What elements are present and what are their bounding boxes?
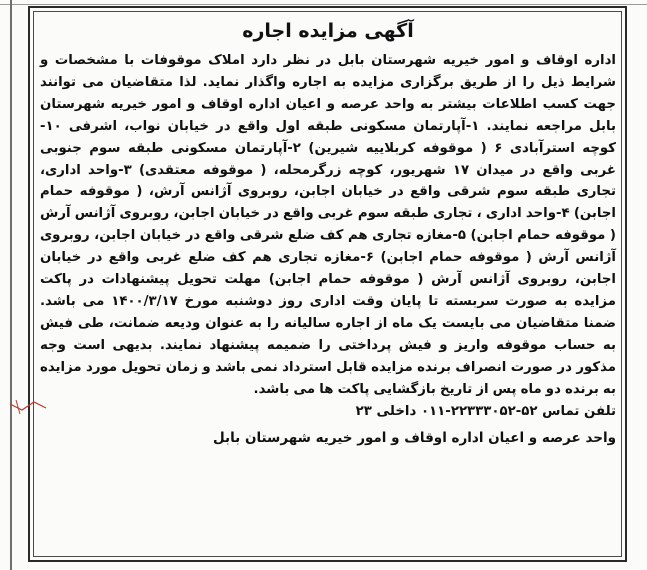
contact-phone: تلفن تماس ۵۲-۲۲۳۳۳۰۵۲-۰۱۱ داخلی ۲۳ bbox=[355, 403, 616, 419]
notice-signature: واحد عرصه و اعیان اداره اوقاف و امور خیریه شهرستان بابل bbox=[212, 430, 616, 447]
page-edge-top bbox=[0, 4, 647, 5]
notice-title: آگهی مزایده اجاره bbox=[242, 20, 414, 42]
notice-content bbox=[40, 16, 616, 556]
pen-mark-icon bbox=[8, 396, 48, 418]
notice-body: اداره اوقاف و امور خیریه شهرستان بابل در نظر دارد املاک موقوفات با مشخصات و شرایط ذیل را از طریق برگزاری مزایده به اجاره واگذار نماید. لذا متقاضیان می توانند جهت کسب اطلاعات بیشتر به واحد عرصه و اعیان اداره اوقاف و امور خیریه شهرستان بابل مراجعه نمایند. ۱-آپارتمان مسکونی طبقه اول واقع در خیابان نواب، اشرفی ۱۰- کوچه استرآبادی ۶ ( موقوفه کربلاییه شیرین) ۲-آپارتمان مسکونی طبقه سوم جنوبی غربی واقع در میدان ۱۷ شهریور، کوچه زرگرمحله، ( موقوفه معتقدی) ۳-واحد اداری، تجاری طبقه سوم شرقی واقع در خیابان اجابن، روبروی آژانس آرش، ( موقوفه حمام اجابن) ۴-واحد اداری ، تجاری طبقه سوم غربی واقع در خیابان اجابن، روبروی آژانس آرش ( موقوفه حمام اجابن) ۵-مغازه تجاری هم کف ضلع شرقی واقع در خیابان اجابن، روبروی آژانس آرش ( موقوفه حمام اجابن) ۶-مغازه تجاری هم کف ضلع غربی واقع در خیابان اجابن، روبروی آژانس آرش ( موقوفه حمام اجابن) مهلت تحویل پیشنهادات در پاکت مزایده به صورت سربسته تا پایان وقت اداری روز دوشنبه مورخ ۱۴۰۰/۳/۱۷ می باشد. ضمنا متقاضیان می بایست یک ماه از اجاره سالیانه را به عنوان ودیعه ضمانت، طی فیش به حساب موقوفه واریز و فیش پرداختی را ضمیمه پیشنهاد نمایند. بدیهی است وجه مذکور در صورت انصراف برنده مزایده قابل استرداد نمی باشد و زمان تحویل مورد مزایده به برنده دو ماه پس از تاریخ بازگشایی پاکت ها می باشد. bbox=[40, 53, 617, 397]
page-edge-left bbox=[10, 0, 12, 570]
